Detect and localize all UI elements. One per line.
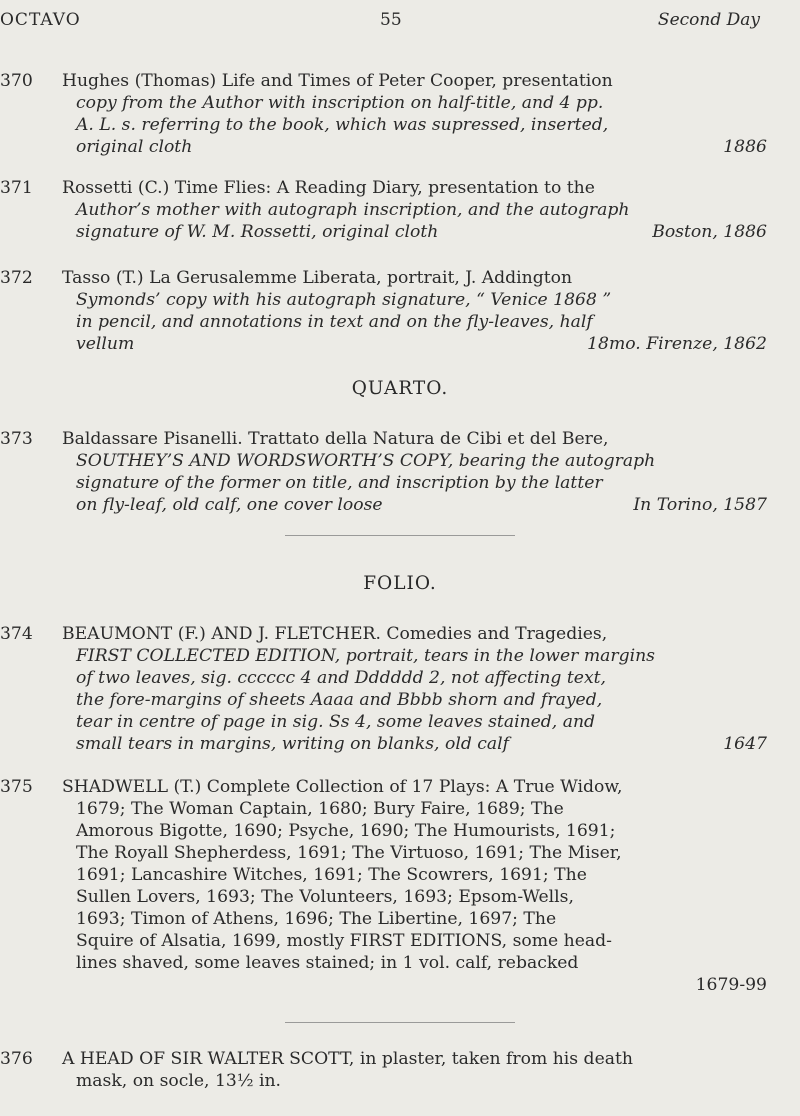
lot-number: 375 [0, 777, 33, 797]
entry-date: 1886 [723, 137, 767, 157]
entry-line: A HEAD OF SIR WALTER SCOTT, in plaster, taken from his death [62, 1049, 633, 1069]
entry-line: BEAUMONT (F.) AND J. FLETCHER. Comedies and Tragedies, [62, 624, 608, 644]
entry-line-text: original cloth [76, 137, 193, 157]
entry-line: Hughes (Thomas) Life and Times of Peter Cooper, presentation [62, 71, 613, 91]
lot-number: 374 [0, 624, 33, 644]
entry-line: copy from the Author with inscription on half-title, and 4 pp. [76, 93, 604, 113]
entry-line: the fore-margins of sheets Aaaa and Bbbb shorn and frayed, [76, 690, 603, 710]
entry-line: Squire of Alsatia, 1699, mostly FIRST EDITIONS, some head- [76, 931, 612, 951]
entry-line: The Royall Shepherdess, 1691; The Virtuoso, 1691; The Miser, [76, 843, 622, 863]
entry-line: 1693; Timon of Athens, 1696; The Libertine, 1697; The [76, 909, 557, 929]
lot-number: 373 [0, 429, 33, 449]
entry-text [62, 1048, 767, 1092]
entry-line: in pencil, and annotations in text and on the fly-leaves, half [76, 312, 593, 332]
lot-number: 370 [0, 71, 33, 91]
entry-line [62, 333, 767, 355]
section-heading-quarto: QUARTO. [351, 378, 449, 399]
entry-line: of two leaves, sig. cccccc 4 and Dddddd 2, not affecting text, [76, 668, 607, 688]
entry-text [62, 267, 767, 355]
lot-number: 371 [0, 178, 33, 198]
entry-line: lines shaved, some leaves stained; in 1 vol. calf, rebacked [76, 953, 579, 973]
page-number: 55 [380, 10, 402, 30]
entry-date: Boston, 1886 [652, 222, 767, 242]
entry-date: 1679-99 [695, 975, 767, 995]
entry-line: tear in centre of page in sig. Ss 4, some leaves stained, and [76, 712, 596, 732]
sale-day-label: Second Day [657, 10, 760, 30]
entry-line: mask, on socle, 13½ in. [76, 1071, 281, 1091]
entry-date: In Torino, 1587 [633, 495, 767, 515]
entry-line: 1679; The Woman Captain, 1680; Bury Faire, 1689; The [76, 799, 564, 819]
format-label: OCTAVO [0, 10, 81, 30]
entry-line: Tasso (T.) La Gerusalemme Liberata, portrait, J. Addington [62, 268, 573, 288]
entry-line: Baldassare Pisanelli. Trattato della Natura de Cibi et del Bere, [62, 429, 609, 449]
entry-line [62, 733, 767, 755]
entry-line: A. L. s. referring to the book, which was supressed, inserted, [76, 115, 609, 135]
entry-text [62, 776, 767, 996]
lot-number: 376 [0, 1049, 33, 1069]
entry-text [62, 623, 767, 755]
entry-line [62, 494, 767, 516]
entry-line: Amorous Bigotte, 1690; Psyche, 1690; The Humourists, 1691; [76, 821, 616, 841]
entry-text [62, 177, 767, 243]
divider [285, 1022, 515, 1023]
entry-line: Sullen Lovers, 1693; The Volunteers, 1693; Epsom-Wells, [76, 887, 574, 907]
entry-line: FIRST COLLECTED EDITION, portrait, tears in the lower margins [76, 646, 655, 666]
section-heading-folio: FOLIO. [363, 573, 437, 594]
entry-line: Rossetti (C.) Time Flies: A Reading Diary, presentation to the [62, 178, 595, 198]
entry-line [62, 221, 767, 243]
entry-date: 1647 [723, 734, 767, 754]
divider [285, 535, 515, 536]
lot-number: 372 [0, 268, 33, 288]
entry-line-text: signature of W. M. Rossetti, original cloth [76, 222, 439, 242]
entry-line-text: on fly-leaf, old calf, one cover loose [76, 495, 383, 515]
entry-line: SOUTHEY’S AND WORDSWORTH’S COPY, bearing the autograph [76, 451, 656, 471]
entry-date: 18mo. Firenze, 1862 [587, 334, 767, 354]
page-header [0, 10, 800, 38]
entry-line-text: vellum [76, 334, 135, 354]
entry-line: SHADWELL (T.) Complete Collection of 17 Plays: A True Widow, [62, 777, 623, 797]
entry-line-text: small tears in margins, writing on blanks, old calf [76, 734, 510, 754]
entry-line: Author’s mother with autograph inscription, and the autograph [76, 200, 630, 220]
entry-line: signature of the former on title, and inscription by the latter [76, 473, 603, 493]
entry-text [62, 70, 767, 158]
entry-line: Symonds’ copy with his autograph signature, “ Venice 1868 ” [76, 290, 612, 310]
entry-line [62, 136, 767, 158]
entry-text [62, 428, 767, 516]
entry-line: 1691; Lancashire Witches, 1691; The Scowrers, 1691; The [76, 865, 587, 885]
